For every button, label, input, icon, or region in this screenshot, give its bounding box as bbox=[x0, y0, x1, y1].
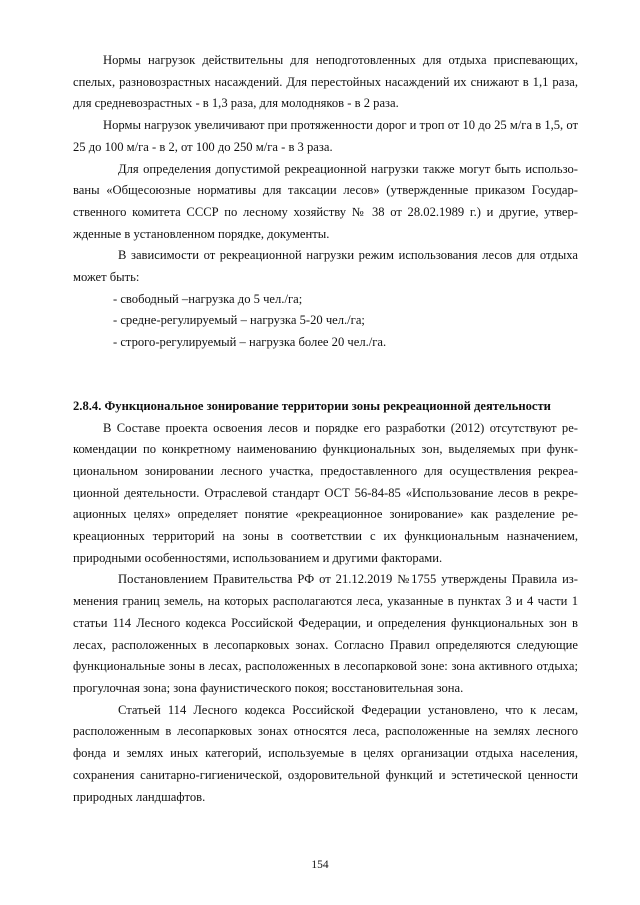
list-item: - строго-регулируемый – нагрузка более 20 чел./га. bbox=[113, 335, 387, 350]
section-spacer bbox=[73, 354, 578, 375]
list-item: - средне-регулируемый – нагрузка 5-20 чел./га; bbox=[113, 313, 365, 328]
section-heading: 2.8.4. Функциональное зонирование территории зоны рекреационной деятельности bbox=[73, 398, 551, 413]
usage-modes-list bbox=[73, 289, 578, 354]
paragraph-forest-code: Статьей 114 Лесного кодекса Российской Федерации установлено, что к лесам, расположенным в лесопарковых зонах относятся леса, расположенные на землях лесного фонда и землях иных категорий, используемые в целях организации отдыха населения, сохранения санитарно-гигиенической, оздоровительной функций и эстетической ценности природных ландшафтов. bbox=[73, 702, 578, 804]
paragraph-project-composition: В Составе проекта освоения лесов и порядке его разработки (2012) отсутствуют рекомендации по конкретному наименованию функциональных зон, выделяемых при функциональном зонировании лесного участка, предоставленного для осуществления рекреационной деятельности. Отраслевой стандарт ОСТ 56-84-85 «Использование лесов в рекреационных целях» определяет понятие «рекреационное зонирование» как разделение рекреационных территорий на зоны в соответствии с их функциональным назначением, природными особенностями, использованием и другими факторами. bbox=[73, 420, 578, 565]
paragraph-standards: Для определения допустимой рекреационной нагрузки также могут быть использованы «Общесоюзные нормативы для таксации лесов» (утвержденные приказом Государственного комитета СССР по лесному хозяйству № 38 от 28.02.1989 г.) и другие, утвержденные в установленном порядке, документы. bbox=[73, 161, 578, 241]
section-spacer bbox=[73, 375, 578, 396]
paragraph-road-density: Нормы нагрузок увеличивают при протяженности дорог и троп от 10 до 25 м/га в 1,5, от 25 до 100 м/га - в 2, от 100 до 250 м/га - в 3 раза. bbox=[73, 118, 578, 154]
paragraph-usage-modes-intro: В зависимости от рекреационной нагрузки режим использования лесов для отдыха может быть: bbox=[73, 248, 578, 285]
document-page bbox=[73, 50, 578, 808]
list-item: - свободный –нагрузка до 5 чел./га; bbox=[113, 291, 303, 306]
paragraph-load-norms: Нормы нагрузок действительны для неподготовленных для отдыха приспевающих, спелых, разновозрастных насаждений. Для перестойных насаждений их снижают в 1,1 раза, для средневозрастных - в 1,3 раза, для молодняков - в 2 раза. bbox=[73, 53, 578, 111]
paragraph-government-decree: Постановлением Правительства РФ от 21.12.2019 №1755 утверждены Правила изменения границ земель, на которых располагаются леса, указанные в пунктах 3 и 4 части 1 статьи 114 Лесного кодекса Российской Федерации, и определения функциональных зон в лесах, расположенных в лесопарковых зонах. Согласно Правил определяются следующие функциональные зоны в лесах, расположенных в лесопарковой зоне: зона активного отдыха; прогулочная зона; зона фаунистического покоя; восстановительная зона. bbox=[73, 572, 578, 695]
page-number: 154 bbox=[311, 859, 329, 871]
